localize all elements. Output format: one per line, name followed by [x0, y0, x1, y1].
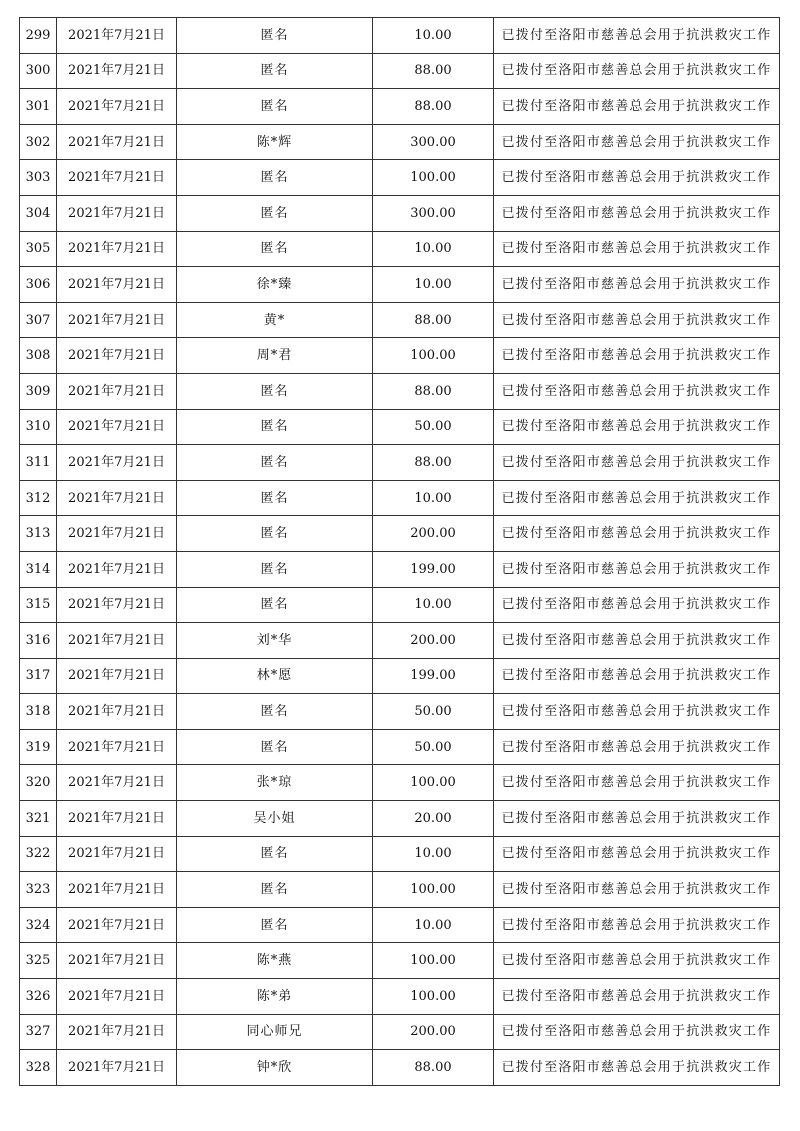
- donation-amount-cell: 100.00: [373, 338, 494, 374]
- serial-number-cell: 326: [20, 979, 57, 1015]
- donation-amount-cell: 10.00: [373, 267, 494, 303]
- serial-number-cell: 299: [20, 18, 57, 54]
- serial-number-cell: 328: [20, 1050, 57, 1086]
- donation-date-cell: 2021年7月21日: [57, 872, 177, 908]
- table-row: [20, 623, 780, 659]
- donor-name-cell: 匿名: [177, 480, 373, 516]
- serial-number-cell: 319: [20, 729, 57, 765]
- table-row: [20, 160, 780, 196]
- donation-date-cell: 2021年7月21日: [57, 979, 177, 1015]
- donation-date-cell: 2021年7月21日: [57, 551, 177, 587]
- table-row: [20, 338, 780, 374]
- donor-name-cell: 同心师兄: [177, 1014, 373, 1050]
- donation-amount-cell: 88.00: [373, 1050, 494, 1086]
- serial-number-cell: 304: [20, 195, 57, 231]
- disbursement-note-cell: 已拨付至洛阳市慈善总会用于抗洪救灾工作: [494, 979, 780, 1015]
- serial-number-cell: 307: [20, 302, 57, 338]
- donation-date-cell: 2021年7月21日: [57, 18, 177, 54]
- donation-amount-cell: 199.00: [373, 551, 494, 587]
- table-row: [20, 124, 780, 160]
- donor-name-cell: 徐*臻: [177, 267, 373, 303]
- donation-amount-cell: 10.00: [373, 231, 494, 267]
- disbursement-note-cell: 已拨付至洛阳市慈善总会用于抗洪救灾工作: [494, 587, 780, 623]
- donation-amount-cell: 10.00: [373, 18, 494, 54]
- donation-date-cell: 2021年7月21日: [57, 302, 177, 338]
- table-row: [20, 302, 780, 338]
- serial-number-cell: 310: [20, 409, 57, 445]
- disbursement-note-cell: 已拨付至洛阳市慈善总会用于抗洪救灾工作: [494, 160, 780, 196]
- donation-amount-cell: 88.00: [373, 89, 494, 125]
- donor-name-cell: 匿名: [177, 53, 373, 89]
- donation-amount-cell: 20.00: [373, 801, 494, 837]
- disbursement-note-cell: 已拨付至洛阳市慈善总会用于抗洪救灾工作: [494, 373, 780, 409]
- disbursement-note-cell: 已拨付至洛阳市慈善总会用于抗洪救灾工作: [494, 124, 780, 160]
- donor-name-cell: 匿名: [177, 872, 373, 908]
- disbursement-note-cell: 已拨付至洛阳市慈善总会用于抗洪救灾工作: [494, 623, 780, 659]
- donation-amount-cell: 300.00: [373, 124, 494, 160]
- donation-amount-cell: 199.00: [373, 658, 494, 694]
- table-row: [20, 53, 780, 89]
- donation-date-cell: 2021年7月21日: [57, 338, 177, 374]
- table-row: [20, 801, 780, 837]
- donation-amount-cell: 10.00: [373, 907, 494, 943]
- disbursement-note-cell: 已拨付至洛阳市慈善总会用于抗洪救灾工作: [494, 53, 780, 89]
- donation-amount-cell: 88.00: [373, 53, 494, 89]
- disbursement-note-cell: 已拨付至洛阳市慈善总会用于抗洪救灾工作: [494, 658, 780, 694]
- donation-date-cell: 2021年7月21日: [57, 231, 177, 267]
- table-row: [20, 836, 780, 872]
- donation-date-cell: 2021年7月21日: [57, 480, 177, 516]
- disbursement-note-cell: 已拨付至洛阳市慈善总会用于抗洪救灾工作: [494, 338, 780, 374]
- donor-name-cell: 匿名: [177, 445, 373, 481]
- disbursement-note-cell: 已拨付至洛阳市慈善总会用于抗洪救灾工作: [494, 231, 780, 267]
- serial-number-cell: 303: [20, 160, 57, 196]
- serial-number-cell: 302: [20, 124, 57, 160]
- donor-name-cell: 匿名: [177, 694, 373, 730]
- donation-amount-cell: 100.00: [373, 943, 494, 979]
- donor-name-cell: 匿名: [177, 516, 373, 552]
- table-row: [20, 551, 780, 587]
- donation-date-cell: 2021年7月21日: [57, 943, 177, 979]
- table-row: [20, 658, 780, 694]
- donation-date-cell: 2021年7月21日: [57, 445, 177, 481]
- table-row: [20, 18, 780, 54]
- donation-date-cell: 2021年7月21日: [57, 89, 177, 125]
- table-row: [20, 1050, 780, 1086]
- donation-amount-cell: 88.00: [373, 445, 494, 481]
- donor-name-cell: 周*君: [177, 338, 373, 374]
- donor-name-cell: 陈*辉: [177, 124, 373, 160]
- donation-date-cell: 2021年7月21日: [57, 587, 177, 623]
- disbursement-note-cell: 已拨付至洛阳市慈善总会用于抗洪救灾工作: [494, 195, 780, 231]
- disbursement-note-cell: 已拨付至洛阳市慈善总会用于抗洪救灾工作: [494, 267, 780, 303]
- serial-number-cell: 305: [20, 231, 57, 267]
- table-row: [20, 195, 780, 231]
- disbursement-note-cell: 已拨付至洛阳市慈善总会用于抗洪救灾工作: [494, 1014, 780, 1050]
- disbursement-note-cell: 已拨付至洛阳市慈善总会用于抗洪救灾工作: [494, 409, 780, 445]
- table-row: [20, 267, 780, 303]
- disbursement-note-cell: 已拨付至洛阳市慈善总会用于抗洪救灾工作: [494, 1050, 780, 1086]
- donation-amount-cell: 10.00: [373, 480, 494, 516]
- serial-number-cell: 309: [20, 373, 57, 409]
- donor-name-cell: 陈*燕: [177, 943, 373, 979]
- table-row: [20, 516, 780, 552]
- serial-number-cell: 300: [20, 53, 57, 89]
- donor-name-cell: 匿名: [177, 195, 373, 231]
- donation-date-cell: 2021年7月21日: [57, 195, 177, 231]
- donation-amount-cell: 200.00: [373, 1014, 494, 1050]
- table-row: [20, 872, 780, 908]
- disbursement-note-cell: 已拨付至洛阳市慈善总会用于抗洪救灾工作: [494, 302, 780, 338]
- donation-date-cell: 2021年7月21日: [57, 729, 177, 765]
- serial-number-cell: 308: [20, 338, 57, 374]
- donation-date-cell: 2021年7月21日: [57, 267, 177, 303]
- donation-table: [19, 17, 780, 1086]
- donation-amount-cell: 100.00: [373, 872, 494, 908]
- donation-date-cell: 2021年7月21日: [57, 658, 177, 694]
- table-row: [20, 729, 780, 765]
- disbursement-note-cell: 已拨付至洛阳市慈善总会用于抗洪救灾工作: [494, 445, 780, 481]
- serial-number-cell: 318: [20, 694, 57, 730]
- table-row: [20, 587, 780, 623]
- donor-name-cell: 匿名: [177, 907, 373, 943]
- donor-name-cell: 匿名: [177, 160, 373, 196]
- table-row: [20, 231, 780, 267]
- donation-date-cell: 2021年7月21日: [57, 836, 177, 872]
- table-row: [20, 480, 780, 516]
- table-row: [20, 979, 780, 1015]
- donor-name-cell: 吴小姐: [177, 801, 373, 837]
- donation-date-cell: 2021年7月21日: [57, 1014, 177, 1050]
- disbursement-note-cell: 已拨付至洛阳市慈善总会用于抗洪救灾工作: [494, 836, 780, 872]
- serial-number-cell: 325: [20, 943, 57, 979]
- disbursement-note-cell: 已拨付至洛阳市慈善总会用于抗洪救灾工作: [494, 907, 780, 943]
- disbursement-note-cell: 已拨付至洛阳市慈善总会用于抗洪救灾工作: [494, 765, 780, 801]
- serial-number-cell: 313: [20, 516, 57, 552]
- disbursement-note-cell: 已拨付至洛阳市慈善总会用于抗洪救灾工作: [494, 516, 780, 552]
- donation-date-cell: 2021年7月21日: [57, 409, 177, 445]
- donor-name-cell: 匿名: [177, 89, 373, 125]
- serial-number-cell: 321: [20, 801, 57, 837]
- donation-date-cell: 2021年7月21日: [57, 124, 177, 160]
- donation-amount-cell: 100.00: [373, 160, 494, 196]
- serial-number-cell: 323: [20, 872, 57, 908]
- donation-amount-cell: 88.00: [373, 373, 494, 409]
- donor-name-cell: 林*愿: [177, 658, 373, 694]
- table-row: [20, 89, 780, 125]
- table-row: [20, 907, 780, 943]
- table-row: [20, 445, 780, 481]
- donation-amount-cell: 200.00: [373, 516, 494, 552]
- donor-name-cell: 匿名: [177, 551, 373, 587]
- donation-date-cell: 2021年7月21日: [57, 516, 177, 552]
- disbursement-note-cell: 已拨付至洛阳市慈善总会用于抗洪救灾工作: [494, 551, 780, 587]
- donation-amount-cell: 88.00: [373, 302, 494, 338]
- donation-amount-cell: 300.00: [373, 195, 494, 231]
- serial-number-cell: 317: [20, 658, 57, 694]
- donation-date-cell: 2021年7月21日: [57, 53, 177, 89]
- donation-date-cell: 2021年7月21日: [57, 765, 177, 801]
- serial-number-cell: 322: [20, 836, 57, 872]
- serial-number-cell: 312: [20, 480, 57, 516]
- disbursement-note-cell: 已拨付至洛阳市慈善总会用于抗洪救灾工作: [494, 480, 780, 516]
- donation-date-cell: 2021年7月21日: [57, 1050, 177, 1086]
- table-row: [20, 765, 780, 801]
- disbursement-note-cell: 已拨付至洛阳市慈善总会用于抗洪救灾工作: [494, 729, 780, 765]
- donor-name-cell: 匿名: [177, 373, 373, 409]
- donation-amount-cell: 50.00: [373, 729, 494, 765]
- donation-amount-cell: 200.00: [373, 623, 494, 659]
- table-row: [20, 409, 780, 445]
- donor-name-cell: 张*琼: [177, 765, 373, 801]
- disbursement-note-cell: 已拨付至洛阳市慈善总会用于抗洪救灾工作: [494, 872, 780, 908]
- donation-amount-cell: 10.00: [373, 587, 494, 623]
- serial-number-cell: 316: [20, 623, 57, 659]
- donation-date-cell: 2021年7月21日: [57, 801, 177, 837]
- donor-name-cell: 匿名: [177, 729, 373, 765]
- donor-name-cell: 黄*: [177, 302, 373, 338]
- serial-number-cell: 315: [20, 587, 57, 623]
- donor-name-cell: 陈*弟: [177, 979, 373, 1015]
- donation-amount-cell: 50.00: [373, 409, 494, 445]
- serial-number-cell: 311: [20, 445, 57, 481]
- table-row: [20, 694, 780, 730]
- table-row: [20, 373, 780, 409]
- donation-amount-cell: 100.00: [373, 979, 494, 1015]
- table-row: [20, 1014, 780, 1050]
- serial-number-cell: 324: [20, 907, 57, 943]
- donation-amount-cell: 10.00: [373, 836, 494, 872]
- serial-number-cell: 320: [20, 765, 57, 801]
- disbursement-note-cell: 已拨付至洛阳市慈善总会用于抗洪救灾工作: [494, 943, 780, 979]
- donor-name-cell: 钟*欣: [177, 1050, 373, 1086]
- donation-amount-cell: 100.00: [373, 765, 494, 801]
- disbursement-note-cell: 已拨付至洛阳市慈善总会用于抗洪救灾工作: [494, 89, 780, 125]
- donation-date-cell: 2021年7月21日: [57, 694, 177, 730]
- donation-amount-cell: 50.00: [373, 694, 494, 730]
- donation-date-cell: 2021年7月21日: [57, 907, 177, 943]
- disbursement-note-cell: 已拨付至洛阳市慈善总会用于抗洪救灾工作: [494, 694, 780, 730]
- donor-name-cell: 刘*华: [177, 623, 373, 659]
- donor-name-cell: 匿名: [177, 409, 373, 445]
- donor-name-cell: 匿名: [177, 231, 373, 267]
- donor-name-cell: 匿名: [177, 587, 373, 623]
- donation-table-body: [20, 18, 780, 1086]
- table-row: [20, 943, 780, 979]
- serial-number-cell: 306: [20, 267, 57, 303]
- serial-number-cell: 301: [20, 89, 57, 125]
- donation-date-cell: 2021年7月21日: [57, 373, 177, 409]
- serial-number-cell: 327: [20, 1014, 57, 1050]
- donor-name-cell: 匿名: [177, 18, 373, 54]
- serial-number-cell: 314: [20, 551, 57, 587]
- donation-date-cell: 2021年7月21日: [57, 160, 177, 196]
- disbursement-note-cell: 已拨付至洛阳市慈善总会用于抗洪救灾工作: [494, 801, 780, 837]
- donation-date-cell: 2021年7月21日: [57, 623, 177, 659]
- disbursement-note-cell: 已拨付至洛阳市慈善总会用于抗洪救灾工作: [494, 18, 780, 54]
- donor-name-cell: 匿名: [177, 836, 373, 872]
